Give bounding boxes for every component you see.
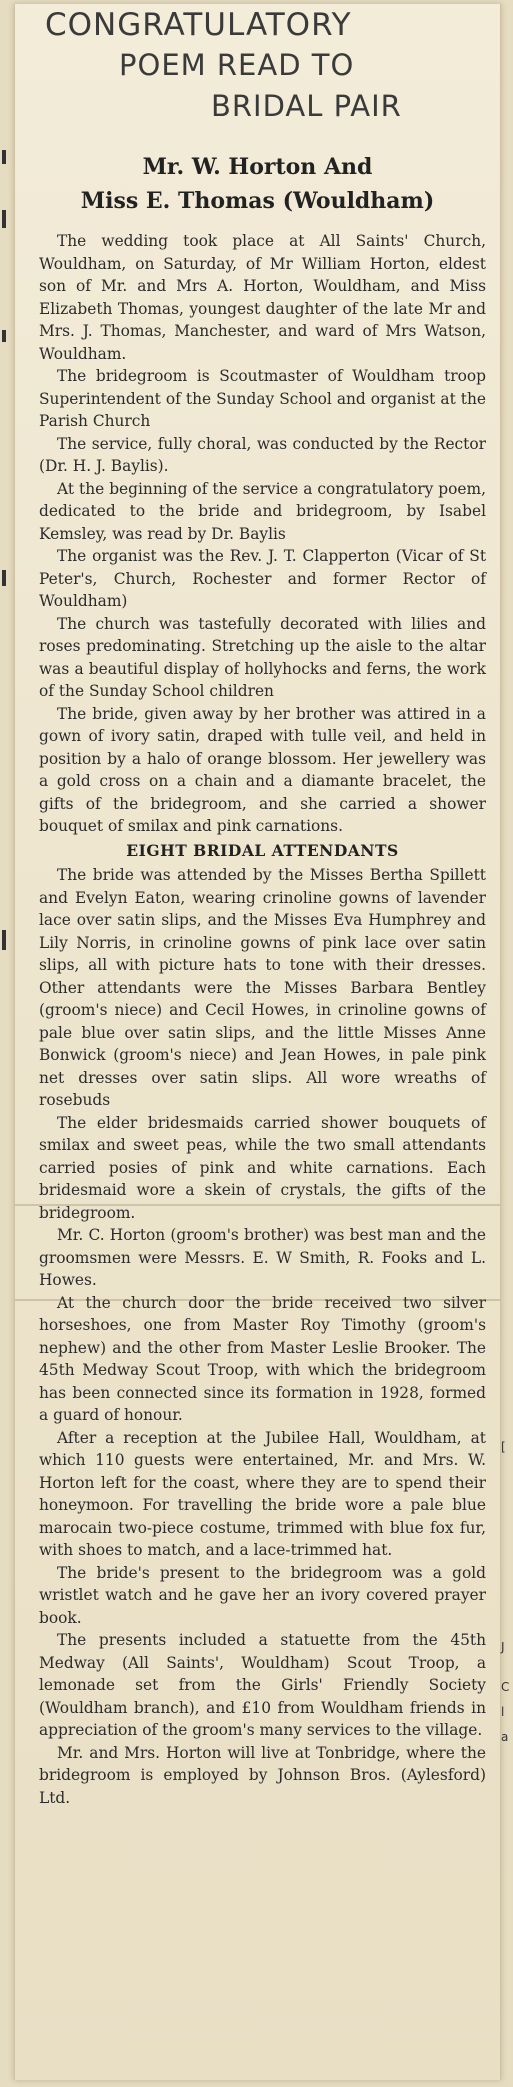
handwritten-line-2: POEM READ TO <box>119 48 355 82</box>
article-headline <box>15 150 500 218</box>
edge-character: C <box>501 1680 510 1694</box>
newspaper-clipping <box>14 4 501 2080</box>
paragraph: The elder bridesmaids carried shower bouquets of smilax and sweet peas, while the two small attendants carried posies of pink and white carnations. Each bridesmaid wore a skein of crystals, the gifts of the bridegroom. <box>39 1113 486 1222</box>
edge-character: [ <box>501 1440 506 1454</box>
fold-crease <box>15 1299 500 1301</box>
edge-mark <box>2 930 6 950</box>
edge-mark <box>2 570 6 586</box>
paragraph: Mr. and Mrs. Horton will live at Tonbridge, where the bridegroom is employed by Johnson Bros. (Aylesford) Ltd. <box>39 1743 486 1807</box>
paragraph: The bride's present to the bridegroom was a gold wristlet watch and he gave her an ivory covered prayer book. <box>39 1563 486 1627</box>
headline-line-2: Miss E. Thomas (Wouldham) <box>80 188 435 214</box>
paragraph: The presents included a statuette from the 45th Medway (All Saints', Wouldham) Scout Troop, a lemonade set from the Girls' Friendly Society (Wouldham branch), and £10 from Wouldham friends in appreciation of the groom's many services to the village. <box>39 1631 486 1739</box>
edge-mark <box>2 330 6 342</box>
paragraph: The service, fully choral, was conducted by the Rector (Dr. H. J. Baylis). <box>39 434 486 475</box>
edge-mark <box>2 210 6 228</box>
paragraph: The wedding took place at All Saints' Church, Wouldham, on Saturday, of Mr William Horton, eldest son of Mr. and Mrs A. Horton, Wouldham, and Miss Elizabeth Thomas, youngest daughter of the late Mr and Mrs. J. Thomas, Manchester, and ward of Mrs Watson, Wouldham. <box>39 232 486 363</box>
edge-character: J <box>501 1640 505 1654</box>
fold-crease <box>15 1204 500 1206</box>
headline-line-1: Mr. W. Horton And <box>142 154 373 180</box>
handwritten-title <box>15 4 500 134</box>
paragraph: At the beginning of the service a congratulatory poem, dedicated to the bride and bridegroom, by Isabel Kemsley, was read by Dr. Baylis <box>39 479 486 543</box>
subheading: EIGHT BRIDAL ATTENDANTS <box>126 840 399 860</box>
paragraph: Mr. C. Horton (groom's brother) was best man and the groomsmen were Messrs. E. W Smith, R. Fooks and L. Howes. <box>39 1226 486 1289</box>
paragraph: The bridegroom is Scoutmaster of Wouldham troop Superintendent of the Sunday School and organist at the Parish Church <box>39 367 486 430</box>
paragraph: The church was tastefully decorated with lilies and roses predominating. Stretching up the aisle to the altar was a beautiful display of hollyhocks and ferns, the work of the Sunday School children <box>39 614 486 700</box>
right-edge-marks <box>499 1440 513 1800</box>
article-body <box>15 230 500 1809</box>
left-edge-marks <box>0 150 14 1350</box>
paragraph: After a reception at the Jubilee Hall, Wouldham, at which 110 guests were entertained, Mr. and Mrs. W. Horton left for the coast, where they are to spend their honeymoon. For travelling the bride wore a pale blue marocain two-piece costume, trimmed with blue fox fur, with shoes to match, and a lace-trimmed hat. <box>39 1428 486 1559</box>
paragraph: The bride, given away by her brother was attired in a gown of ivory satin, draped with tulle veil, and held in position by a halo of orange blossom. Her jewellery was a gold cross on a chain and a diamante bracelet, the gifts of the bridegroom, and she carried a shower bouquet of smilax and pink carnations. <box>39 704 486 835</box>
handwritten-line-3: BRIDAL PAIR <box>211 89 402 123</box>
handwritten-line-1: CONGRATULATORY <box>45 7 352 43</box>
paragraph: The organist was the Rev. J. T. Clapperton (Vicar of St Peter's, Church, Rochester and former Rector of Wouldham) <box>39 547 486 610</box>
paragraph: At the church door the bride received two silver horseshoes, one from Master Roy Timothy (groom's nephew) and the other from Master Leslie Brooker. The 45th Medway Scout Troop, with which the bridegroom has been connected since its formation in 1928, formed a guard of honour. <box>39 1293 486 1424</box>
edge-character: a <box>501 1730 509 1744</box>
paragraph: The bride was attended by the Misses Bertha Spillett and Evelyn Eaton, wearing crinoline gowns of lavender lace over satin slips, and the Misses Eva Humphrey and Lily Norris, in crinoline gowns of pink lace over satin slips, all with picture hats to tone with their dresses. Other attendants were the Misses Barbara Bentley (groom's niece) and Cecil Howes, in crinoline gowns of pale blue over satin slips, and the little Misses Anne Bonwick (groom's niece) and Jean Howes, in pale pink net dresses over satin slips. All wore wreaths of rosebuds <box>39 866 486 1109</box>
edge-mark <box>2 150 6 164</box>
edge-character: l <box>501 1705 505 1719</box>
